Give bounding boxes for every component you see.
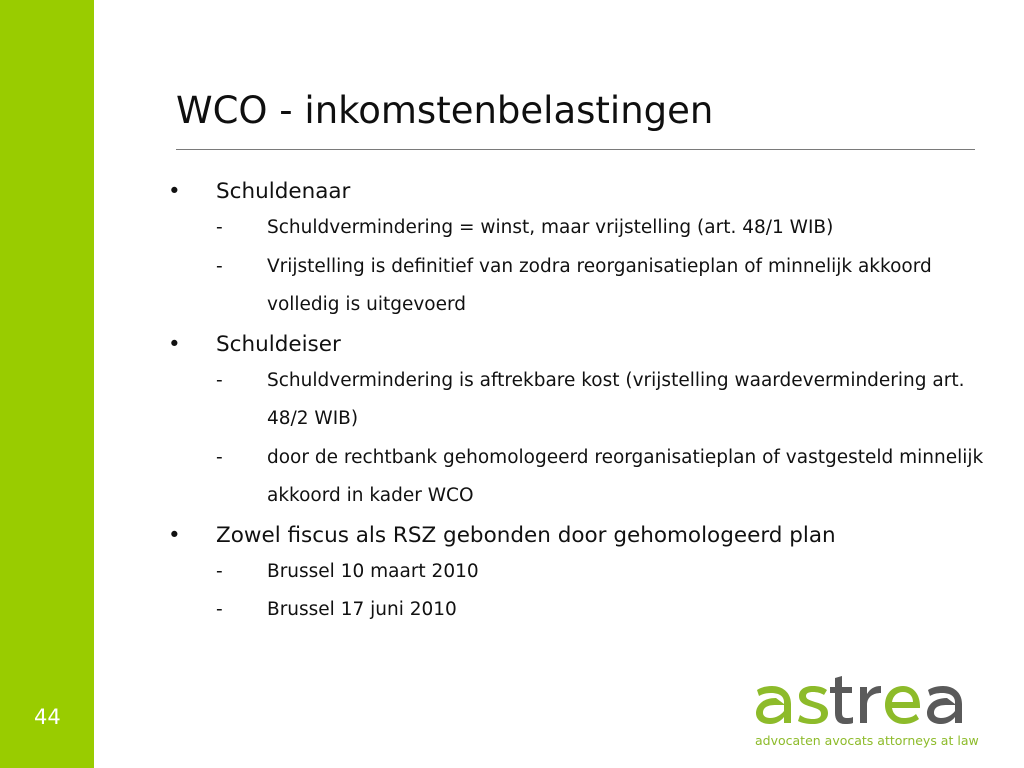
bullet-item [164,518,984,553]
bullet-text: Zowel fiscus als RSZ gebonden door gehomologeerd plan [216,522,836,548]
dash-marker: - [216,217,223,238]
sub-bullet-text: Schuldvermindering = winst, maar vrijstelling (art. 48/1 WIB) [267,217,834,238]
bullet-item [164,174,984,209]
sub-bullet-item [164,248,984,325]
sub-bullet-text: Schuldvermindering is aftrekbare kost (vrijstelling waardevermindering art. 48/2 WIB) [267,369,965,429]
logo-letter-t [830,676,853,724]
accent-sidebar [0,0,94,768]
sub-bullet-text: Vrijstelling is definitief van zodra reorganisatieplan of minnelijk akkoord volledig is uitgevoerd [267,255,932,315]
bullet-text: Schuldenaar [216,179,351,204]
dash-marker: - [216,560,223,582]
dash-marker: - [216,255,223,277]
logo-letter-r [860,686,881,723]
sub-bullet-item [164,439,984,516]
bullet-text: Schuldeiser [216,331,341,357]
sub-bullet-item [164,209,984,248]
logo-tagline: advocaten avocats attorneys at law [755,733,979,748]
sub-bullet-text: Brussel 10 maart 2010 [267,560,479,582]
dash-marker: - [216,369,223,391]
title-divider [176,149,975,150]
astrea-logo [754,668,984,758]
dash-marker: - [216,446,223,468]
sub-bullet-text: door de rechtbank gehomologeerd reorganisatieplan of vastgesteld minnelijk akkoord in kader WCO [267,446,984,506]
bullet-marker: • [168,522,181,548]
dash-marker: - [216,599,223,620]
bullet-list [164,174,984,630]
logo-letter-a2 [927,686,962,724]
sub-bullet-item [164,591,984,630]
logo-letter-a [756,686,791,724]
page-number: 44 [34,705,61,729]
sub-bullet-item [164,553,984,592]
sub-bullet-item [164,362,984,439]
logo-letter-s [798,686,828,724]
bullet-marker: • [168,179,181,204]
bullet-item [164,327,984,362]
slide-title: WCO - inkomstenbelastingen [176,89,714,132]
bullet-marker: • [168,331,181,357]
sub-bullet-text: Brussel 17 juni 2010 [267,599,457,620]
logo-letter-e [885,686,920,724]
